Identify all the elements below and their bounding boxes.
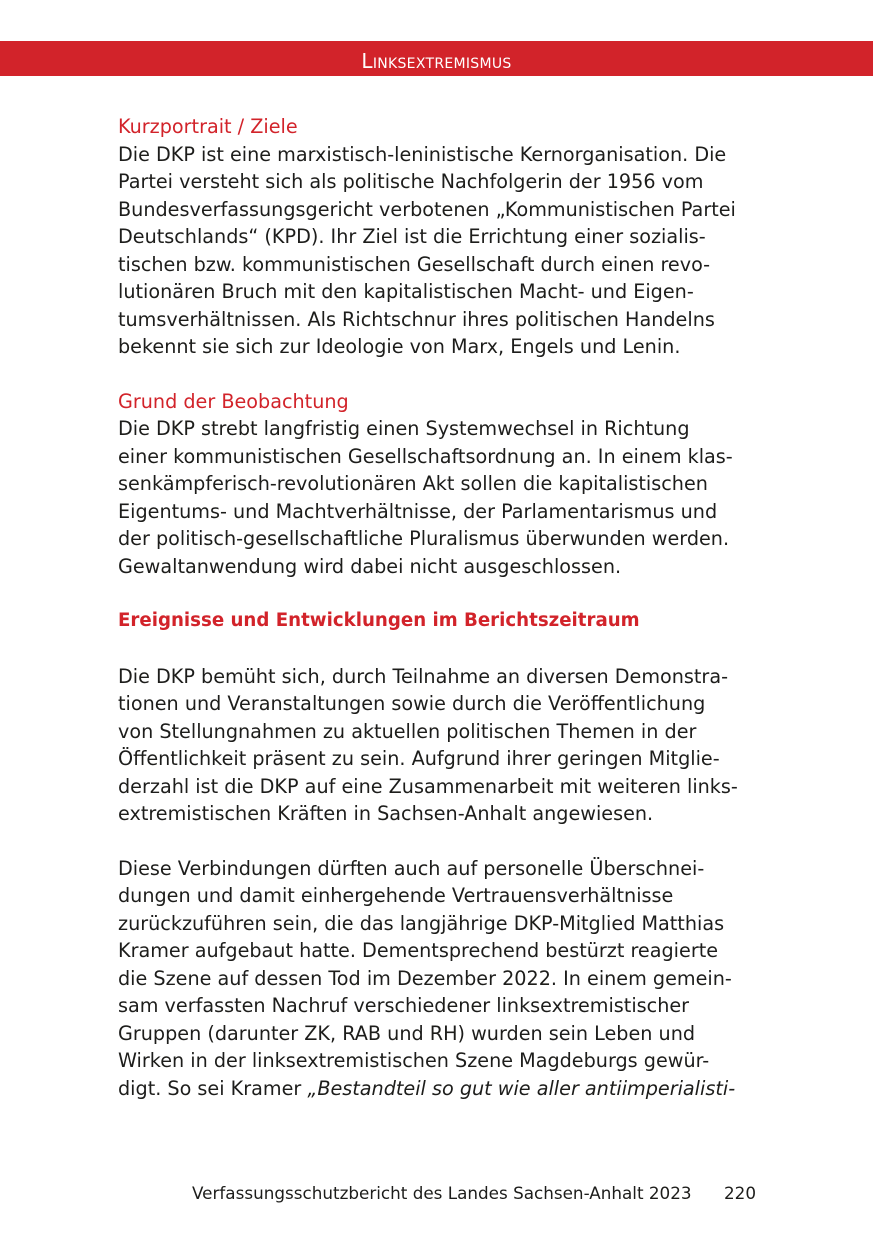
footer-report-title: Verfassungsschutzbericht des Landes Sachsen-Anhalt 2023 (192, 1183, 692, 1203)
text-line: Gewaltanwendung wird dabei nicht ausgeschlossen. (118, 554, 622, 578)
text-line: zurückzuführen sein, die das langjährige DKP-Mitglied Matthias (118, 911, 725, 935)
text-line: sam verfassten Nachruf verschiedener linksextremistischer (118, 994, 690, 1017)
text-line: Die DKP strebt langfristig einen Systemwechsel in Richtung (118, 417, 690, 440)
text-line: Wirken in der linksextremistischen Szene Magdeburgs gewür- (118, 1049, 710, 1072)
text-line: derzahl ist die DKP auf eine Zusammenarbeit mit weiteren links- (118, 774, 738, 798)
paragraph-ereignisse-1 (118, 663, 778, 828)
text-line-mixed (118, 1075, 778, 1103)
text-line: Eigentums- und Machtverhältnisse, der Parlamentarismus und (118, 499, 718, 523)
text-line: Partei versteht sich als politische Nachfolgerin der 1956 vom (118, 170, 704, 193)
text-line: Diese Verbindungen dürften auch auf personelle Überschnei- (118, 856, 705, 880)
text-line: senkämpferisch-revolutionären Akt sollen die kapitalistischen (118, 472, 708, 495)
section-heading-ereignisse: Ereignisse und Entwicklungen im Berichtszeitraum (118, 610, 640, 631)
text-line: Die DKP ist eine marxistisch-leninistische Kernorganisation. Die (118, 142, 727, 166)
text-line: bekennt sie sich zur Ideologie von Marx, Engels und Lenin. (118, 335, 681, 358)
text-line: Gruppen (darunter ZK, RAB und RH) wurden sein Leben und (118, 1021, 696, 1045)
page-content (118, 113, 778, 1102)
chapter-title: Linksextremismus (361, 49, 512, 73)
section-heading-grund: Grund der Beobachtung (118, 389, 349, 413)
text-line: tischen bzw. kommunistischen Gesellschaft durch einen revo- (118, 252, 711, 276)
text-line: Öffentlichkeit präsent zu sein. Aufgrund ihrer geringen Mitglie- (118, 747, 720, 770)
page-number: 220 (724, 1183, 757, 1203)
spacer (118, 828, 778, 855)
text-line: Bundesverfassungsgericht verbotenen „Kommunistischen Partei (118, 197, 736, 221)
paragraph-kurzportrait (118, 141, 778, 361)
text-line: Kramer aufgebaut hatte. Dementsprechend bestürzt reagierte (118, 939, 719, 962)
text-line: einer kommunistischen Gesellschaftsordnung an. In einem klas- (118, 444, 733, 468)
text-line: die Szene auf dessen Tod im Dezember 2022. In einem gemein- (118, 966, 732, 990)
section-heading-kurzportrait: Kurzportrait / Ziele (118, 115, 298, 138)
text-line: tionen und Veranstaltungen sowie durch die Veröffentlichung (118, 692, 706, 715)
spacer (118, 580, 778, 607)
spacer (118, 635, 778, 663)
text-line: von Stellungnahmen zu aktuellen politischen Themen in der (118, 719, 697, 743)
text-line: Deutschlands“ (KPD). Ihr Ziel ist die Errichtung einer sozialis- (118, 225, 706, 248)
text-line: tumsverhältnissen. Als Richtschnur ihres politischen Handelns (118, 307, 715, 331)
text-plain: digt. So sei Kramer (118, 1076, 308, 1100)
text-line: dungen und damit einhergehende Vertrauensverhältnisse (118, 884, 674, 907)
text-line: extremistischen Kräften in Sachsen-Anhalt angewiesen. (118, 802, 654, 825)
text-line: der politisch-gesellschaftliche Pluralismus überwunden werden. (118, 527, 730, 550)
chapter-header-band (0, 41, 873, 76)
paragraph-ereignisse-2 (118, 855, 778, 1103)
paragraph-grund (118, 415, 778, 580)
text-line: Die DKP bemüht sich, durch Teilnahme an diversen Demonstra- (118, 664, 729, 688)
text-line: lutionären Bruch mit den kapitalistischen Macht- und Eigen- (118, 280, 694, 303)
text-quote-italic: „Bestandteil so gut wie aller antiimperialisti- (307, 1076, 736, 1100)
spacer (118, 361, 778, 388)
